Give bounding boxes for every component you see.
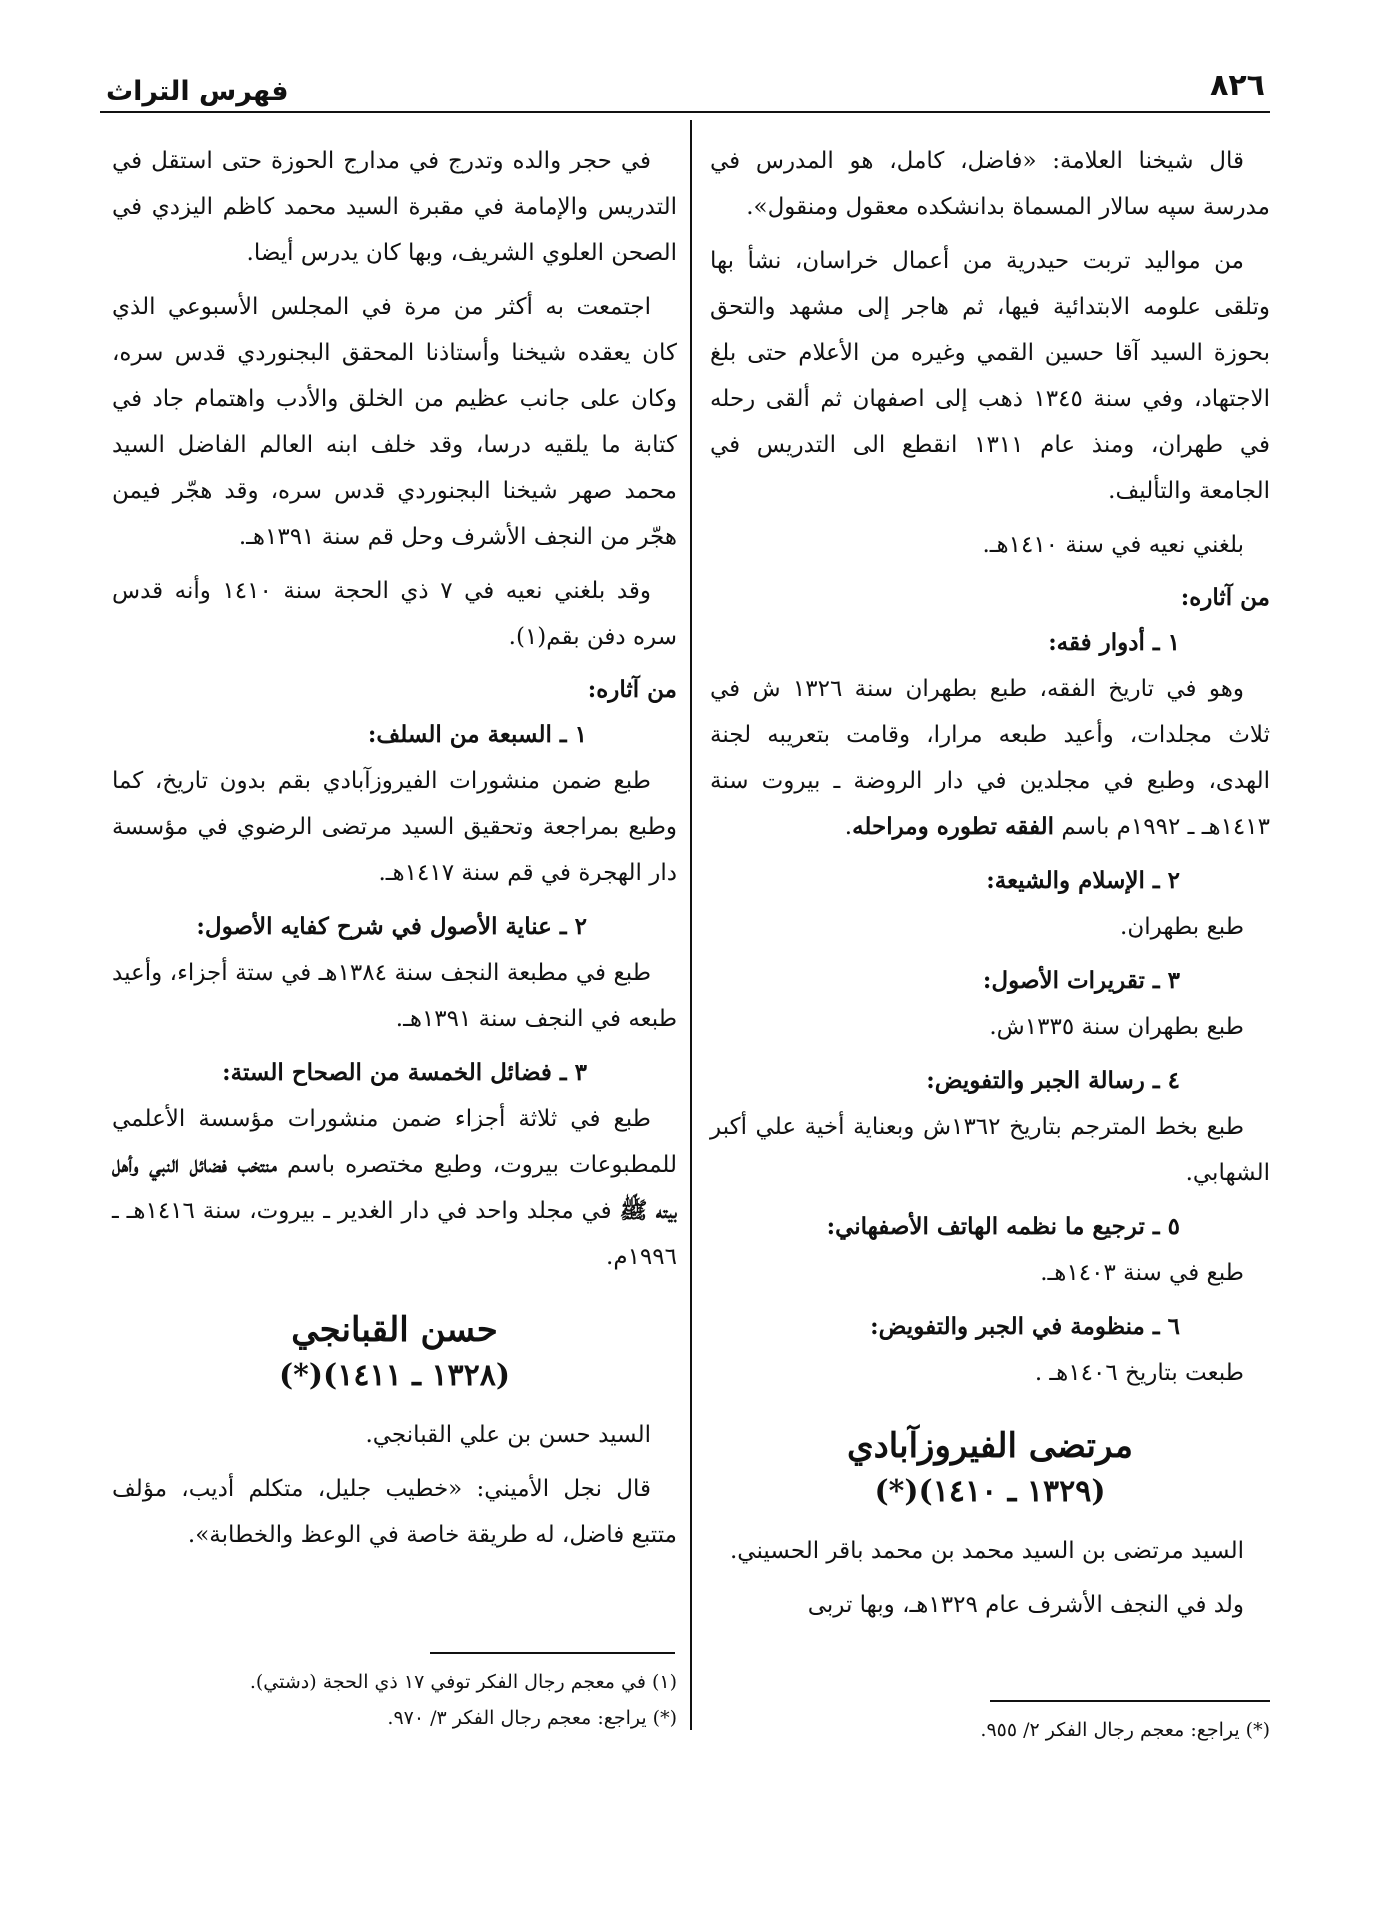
work-title: ٣ ـ تقريرات الأصول: (982, 967, 1180, 994)
biography-name: حسن القبانجي (291, 1310, 498, 1350)
paragraph: اجتمعت به أكثر من مرة في المجلس الأسبوعي الذي كان يعقده شيخنا وأستاذنا المحقق البجنوردي قدس سره، وكان على جانب عظيم من الخلق والأدب واهتمام جاد في كتابة ما يلقيه درسا، وقد خلف ابنه العالم الفاضل السيد محمد صهر شيخنا البجنوردي قدس سره، وقد هجّر فيمن هجّر من النجف الأشرف وحل قم سنة ١٣٩١هـ. (112, 294, 677, 550)
work-description: طبع في مطبعة النجف سنة ١٣٨٤هـ في ستة أجزاء، وأعيد طبعه في النجف سنة ١٣٩١هـ. (112, 960, 677, 1032)
biography-dates: (١٣٢٨ ـ ١٤١١)(*) (278, 1358, 511, 1393)
work-text: طبع في ثلاثة أجزاء ضمن منشورات مؤسسة الأعلمي للمطبوعات بيروت، وطبع مختصره باسم (112, 1106, 677, 1178)
work-description: طبع ضمن منشورات الفيروزآبادي بقم بدون تاريخ، كما وطبع بمراجعة وتحقيق السيد مرتضى الرضوي في مؤسسة دار الهجرة في قم سنة ١٤١٧هـ. (112, 768, 677, 886)
biography-dates: (١٣٢٩ ـ ١٤١٠)(*) (874, 1474, 1106, 1509)
work-title: ٤ ـ رسالة الجبر والتفويض: (926, 1067, 1180, 1094)
work-title: ٦ ـ منظومة في الجبر والتفويض: (870, 1313, 1180, 1340)
work-text: وهو في تاريخ الفقه، طبع بطهران سنة ١٣٢٦ ش في ثلاث مجلدات، وأعيد طبعه مرارا، وقامت بتعريبه لجنة الهدى، وطبع في مجلدين في دار الروضة ـ بيروت سنة ١٤١٣هـ ـ ١٩٩٢م باسم (710, 676, 1270, 840)
footnote-rule-left (430, 1652, 675, 1654)
works-heading: من آثاره: (587, 676, 677, 703)
paragraph: السيد مرتضى بن السيد محمد بن محمد باقر الحسيني. (730, 1538, 1244, 1564)
footnote: (*) يراجع: معجم رجال الفكر ٣/ ٩٧٠. (387, 1707, 677, 1729)
footnotes-left (112, 1664, 677, 1736)
work-title: ٢ ـ عناية الأصول في شرح كفايه الأصول: (196, 913, 587, 940)
footnote: (*) يراجع: معجم رجال الفكر ٢/ ٩٥٥. (980, 1719, 1270, 1741)
work-description: طبع بطهران سنة ١٣٣٥ش. (989, 1014, 1244, 1040)
paragraph: السيد حسن بن علي القبانجي. (365, 1422, 651, 1448)
paragraph: من مواليد تربت حيدرية من أعمال خراسان، نشأ بها وتلقى علومه الابتدائية فيها، ثم هاجر إلى مشهد والتحق بحوزة السيد آقا حسين القمي وغيره من الأعلام حتى بلغ الاجتهاد، وفي سنة ١٣٤٥ ذهب إلى اصفهان ثم ألقى رحله في طهران، ومنذ عام ١٣١١ انقطع الى التدريس في الجامعة والتأليف. (710, 248, 1270, 504)
page-number: ٨٢٦ (1210, 68, 1265, 103)
running-title: فهرس التراث (106, 76, 289, 107)
work-text-end: . (844, 814, 853, 840)
work-title: ١ ـ أدوار فقه: (1048, 629, 1180, 656)
column-divider (690, 120, 692, 1730)
paragraph: بلغني نعيه في سنة ١٤١٠هـ. (982, 532, 1244, 558)
right-column (710, 138, 1270, 1636)
left-column (112, 138, 677, 1566)
paragraph: ولد في النجف الأشرف عام ١٣٢٩هـ، وبها تربى (807, 1592, 1244, 1618)
footnote-rule-right (990, 1700, 1270, 1702)
header-rule (100, 111, 1270, 113)
paragraph: وقد بلغني نعيه في ٧ ذي الحجة سنة ١٤١٠ وأنه قدس سره دفن بقم(١). (112, 578, 677, 650)
biography-name: مرتضى الفيروزآبادي (847, 1426, 1133, 1466)
work-description: طبع بخط المترجم بتاريخ ١٣٦٢ش وبعناية أخية علي أكبر الشهابي. (710, 1114, 1270, 1186)
work-bold-title: منتخب فضائل النبي وأهل بيته ﷺ (112, 1151, 677, 1224)
paragraph: في حجر والده وتدرج في مدارج الحوزة حتى استقل في التدريس والإمامة في مقبرة السيد محمد كاظم اليزدي في الصحن العلوي الشريف، وبها كان يدرس أيضا. (112, 148, 677, 266)
work-description (112, 1096, 677, 1280)
work-description (710, 666, 1270, 850)
work-description: طبع في سنة ١٤٠٣هـ. (1040, 1260, 1244, 1286)
paragraph: قال شيخنا العلامة: «فاضل، كامل، هو المدرس في مدرسة سپه سالار المسماة بدانشكده معقول ومنقول». (710, 148, 1270, 220)
work-title: ٥ ـ ترجيع ما نظمه الهاتف الأصفهاني: (826, 1213, 1180, 1240)
work-title: ٢ ـ الإسلام والشيعة: (986, 867, 1180, 894)
paragraph: قال نجل الأميني: «خطيب جليل، متكلم أديب، مؤلف متتبع فاضل، له طريقة خاصة في الوعظ والخطابة». (112, 1476, 677, 1548)
footnotes-right (710, 1712, 1270, 1748)
work-bold-title: الفقه تطوره ومراحله (852, 813, 1055, 840)
footnote: (١) في معجم رجال الفكر توفي ١٧ ذي الحجة (دشتي). (249, 1671, 677, 1693)
work-title: ٣ ـ فضائل الخمسة من الصحاح الستة: (222, 1059, 587, 1086)
works-heading: من آثاره: (1180, 584, 1270, 611)
work-description: طبع بطهران. (1120, 914, 1244, 940)
work-title: ١ ـ السبعة من السلف: (367, 721, 587, 748)
work-text: في مجلد واحد في دار الغدير ـ بيروت، سنة ١٤١٦هـ ـ ١٩٩٦م. (112, 1198, 677, 1270)
work-description: طبعت بتاريخ ١٤٠٦هـ . (1034, 1360, 1244, 1386)
